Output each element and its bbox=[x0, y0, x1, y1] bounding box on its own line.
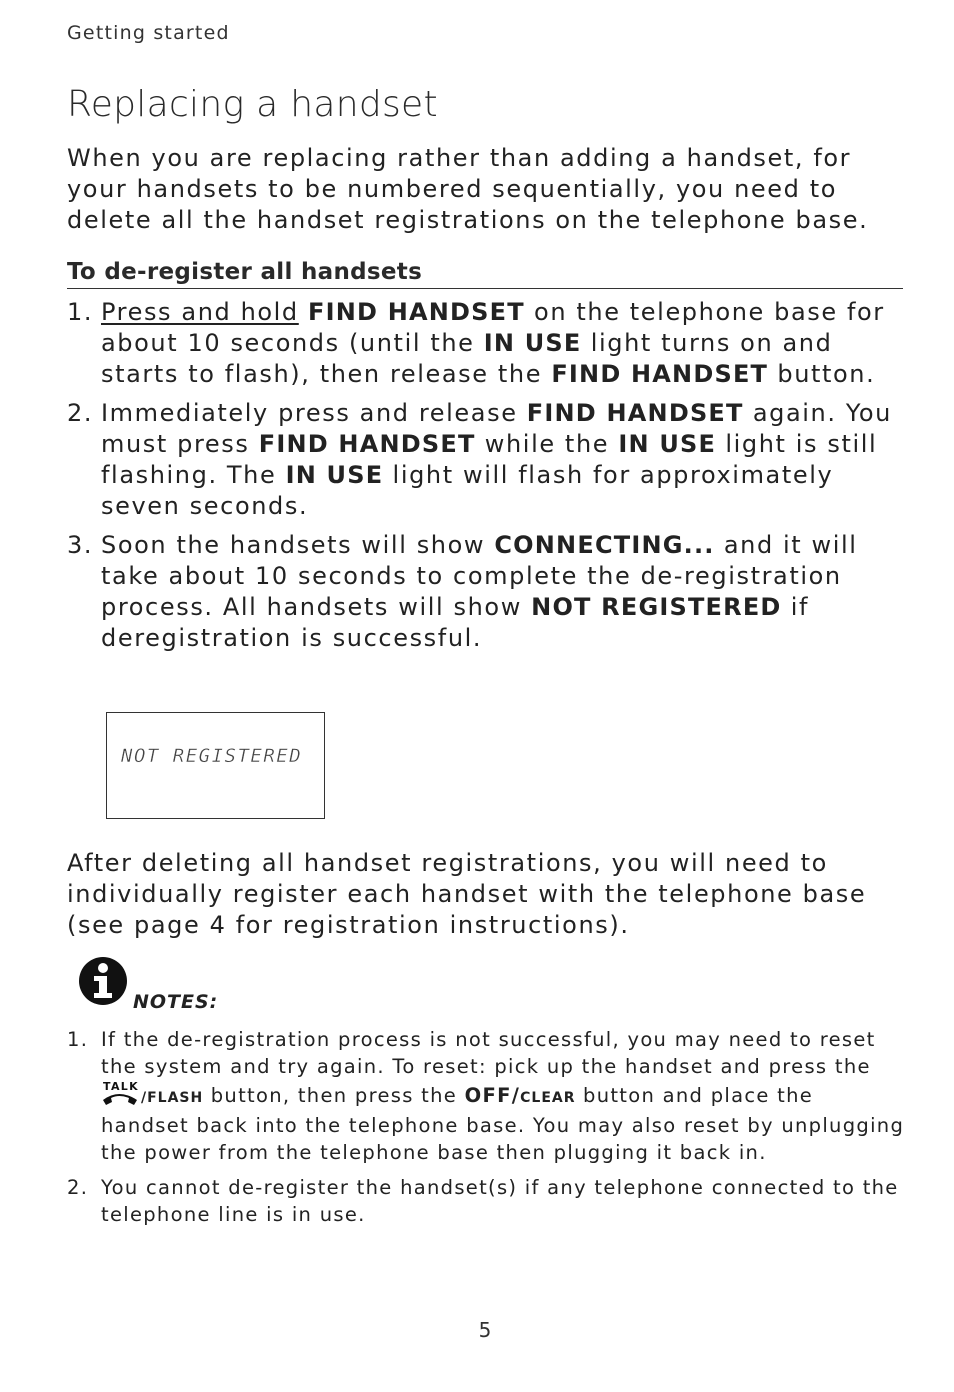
step-number: 2. bbox=[67, 399, 94, 427]
light-in-use: IN USE bbox=[618, 430, 717, 458]
after-paragraph: After deleting all handset registrations, you will need to individually register each handset with the telephone base (see page 4 for registration instructions). bbox=[67, 849, 867, 939]
key-flash: /FLASH bbox=[141, 1090, 204, 1106]
key-clear: CLEAR bbox=[520, 1090, 576, 1106]
notes-label: NOTES: bbox=[133, 991, 219, 1013]
step-number: 1. bbox=[67, 298, 94, 326]
procedure-steps bbox=[67, 297, 897, 662]
page-number: 5 bbox=[478, 1318, 492, 1342]
light-in-use: IN USE bbox=[483, 329, 582, 357]
note-number: 1. bbox=[67, 1028, 89, 1051]
step-number: 3. bbox=[67, 531, 94, 559]
note-2: 2. You cannot de-register the handset(s) if any telephone connected to the telephone line is in use. bbox=[67, 1176, 899, 1226]
intro-paragraph: When you are replacing rather than adding a handset, for your handsets to be numbered sequentially, you need to delete all the handset registrations on the telephone base. bbox=[67, 144, 869, 234]
key-find-handset: FIND HANDSET bbox=[258, 430, 476, 458]
step-3: 3. Soon the handsets will show CONNECTING... and it will take about 10 seconds to complete the de-registration process. All handsets will show NOT REGISTERED if deregistration is successful. bbox=[67, 531, 858, 652]
light-in-use: IN USE bbox=[285, 461, 384, 489]
key-off: OFF/ bbox=[464, 1084, 521, 1107]
note-1: 1. If the de-registration process is not successful, you may need to reset the system and try again. To reset: pick up the handset and press the TALK /FLASH button, then press the OFF/CLEAR button and place the handset back into the telephone base. You may also reset by unplugging the power from the telephone base then plugging it back in. bbox=[67, 1028, 905, 1164]
step-1: 1. Press and hold FIND HANDSET on the telephone base for about 10 seconds (until the IN USE light turns on and starts to flash), then release the FIND HANDSET button. bbox=[67, 298, 885, 388]
key-find-handset: FIND HANDSET bbox=[551, 360, 769, 388]
note-number: 2. bbox=[67, 1176, 89, 1199]
talk-key-label: TALK bbox=[103, 1080, 139, 1093]
screen-not-registered: NOT REGISTERED bbox=[531, 593, 782, 621]
key-find-handset: FIND HANDSET bbox=[308, 298, 525, 326]
procedure-heading: To de-register all handsets bbox=[67, 259, 903, 289]
section-label: Getting started bbox=[67, 22, 230, 44]
screen-connecting: CONNECTING... bbox=[494, 531, 715, 559]
handset-display-screen bbox=[106, 712, 325, 819]
page-title: Replacing a handset bbox=[67, 84, 438, 125]
key-find-handset: FIND HANDSET bbox=[526, 399, 744, 427]
display-text: NOT REGISTERED bbox=[121, 745, 303, 767]
step-2: 2. Immediately press and release FIND HANDSET again. You must press FIND HANDSET while the IN USE light is still flashing. The IN USE light will flash for approximately seven seconds. bbox=[67, 399, 892, 520]
notes-list bbox=[67, 1026, 907, 1236]
talk-phone-icon bbox=[101, 1080, 141, 1108]
press-and-hold-link: Press and hold bbox=[101, 298, 299, 326]
info-icon bbox=[78, 956, 128, 1006]
